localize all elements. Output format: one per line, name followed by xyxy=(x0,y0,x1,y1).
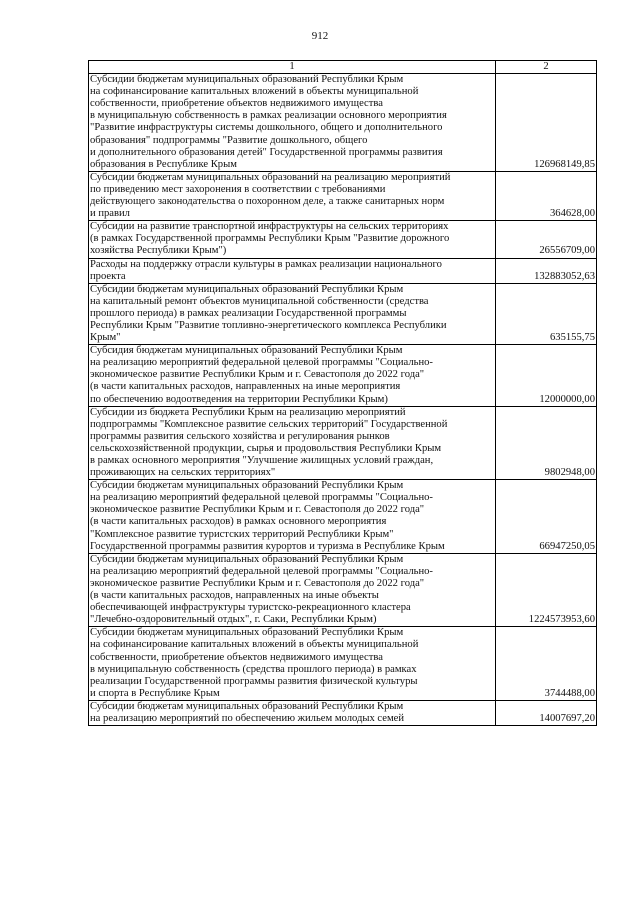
row-description: Субсидии бюджетам муниципальных образований Республики Крым на реализацию мероприятий по обеспечению жильем молодых семей xyxy=(89,700,496,725)
row-description: Субсидия бюджетам муниципальных образований Республики Крым на реализацию мероприятий федеральной целевой программы "Социально- экономическое развитие Республики Крым и г. Севастополя до 2022 года" (в части капитальных расходов, направленных на иные мероприятия по обеспечению водоотведения на территории Республики Крым) xyxy=(89,345,496,406)
column-header-description: 1 xyxy=(89,61,496,74)
row-amount: 1224573953,60 xyxy=(496,553,597,627)
row-description: Субсидии бюджетам муниципальных образований на реализацию мероприятий по приведению мест захоронения в соответствии с требованиями действующего законодательства о похоронном деле, а также санитарных норм и правил xyxy=(89,171,496,220)
table-row xyxy=(89,406,597,480)
table-row xyxy=(89,700,597,725)
table-row xyxy=(89,283,597,344)
row-description: Субсидии бюджетам муниципальных образований Республики Крым на реализацию мероприятий федеральной целевой программы "Социально- экономическое развитие Республики Крым и г. Севастополя до 2022 года" (в части капитальных расходов, направленных на иные объекты обеспечивающей инфраструктуры туристско-рекреационного кластера "Лечебно-оздоровительный отдых", г. Саки, Республики Крым) xyxy=(89,553,496,627)
table-row xyxy=(89,74,597,172)
budget-table xyxy=(88,60,597,726)
row-amount: 9802948,00 xyxy=(496,406,597,480)
table-row xyxy=(89,221,597,258)
table-row xyxy=(89,258,597,283)
row-amount: 364628,00 xyxy=(496,171,597,220)
row-description: Субсидии бюджетам муниципальных образований Республики Крым на реализацию мероприятий федеральной целевой программы "Социально- экономическое развитие Республики Крым и г. Севастополя до 2022 года" (в части капитальных расходов) в рамках основного мероприятия "Комплексное развитие туристских территорий Республики Крым" Государственной программы развития курортов и туризма в Республике Крым xyxy=(89,480,496,554)
page-number: 912 xyxy=(311,30,329,42)
row-description: Расходы на поддержку отрасли культуры в рамках реализации национального проекта xyxy=(89,258,496,283)
table-row xyxy=(89,171,597,220)
row-amount: 66947250,05 xyxy=(496,480,597,554)
row-amount: 26556709,00 xyxy=(496,221,597,258)
row-amount: 12000000,00 xyxy=(496,345,597,406)
row-amount: 14007697,20 xyxy=(496,700,597,725)
row-description: Субсидии из бюджета Республики Крым на реализацию мероприятий подпрограммы "Комплексное развитие сельских территорий" Государственной программы развития сельского хозяйства и регулирования рынков сельскохозяйственной продукции, сырья и продовольствия Республики Крым в рамках основного мероприятия "Улучшение жилищных условий граждан, проживающих на сельских территориях" xyxy=(89,406,496,480)
row-description: Субсидии бюджетам муниципальных образований Республики Крым на софинансирование капитальных вложений в объекты муниципальной собственности, приобретение объектов недвижимого имущества в муниципальную собственность в рамках реализации основного мероприятия "Развитие инфраструктуры системы дошкольного, общего и дополнительного образования" подпрограммы "Развитие дошкольного, общего и дополнительного образования детей" Государственной программы развития образования в Республике Крым xyxy=(89,74,496,172)
table-header-row xyxy=(89,61,597,74)
row-amount: 3744488,00 xyxy=(496,627,597,701)
table-row xyxy=(89,553,597,627)
table-row xyxy=(89,480,597,554)
row-amount: 132883052,63 xyxy=(496,258,597,283)
row-description: Субсидии бюджетам муниципальных образований Республики Крым на софинансирование капитальных вложений в объекты муниципальной собственности, приобретение объектов недвижимого имущества в муниципальную собственность (средства прошлого периода) в рамках реализации Государственной программы развития физической культуры и спорта в Республике Крым xyxy=(89,627,496,701)
column-header-amount: 2 xyxy=(496,61,597,74)
row-amount: 126968149,85 xyxy=(496,74,597,172)
row-description: Субсидии бюджетам муниципальных образований Республики Крым на капитальный ремонт объектов муниципальной собственности (средства прошлого периода) в рамках реализации Государственной программы Республики Крым "Развитие топливно-энергетического комплекса Республики Крым" xyxy=(89,283,496,344)
table-row xyxy=(89,345,597,406)
table-row xyxy=(89,627,597,701)
row-amount: 635155,75 xyxy=(496,283,597,344)
row-description: Субсидии на развитие транспортной инфраструктуры на сельских территориях (в рамках Государственной программы Республики Крым "Развитие дорожного хозяйства Республики Крым") xyxy=(89,221,496,258)
